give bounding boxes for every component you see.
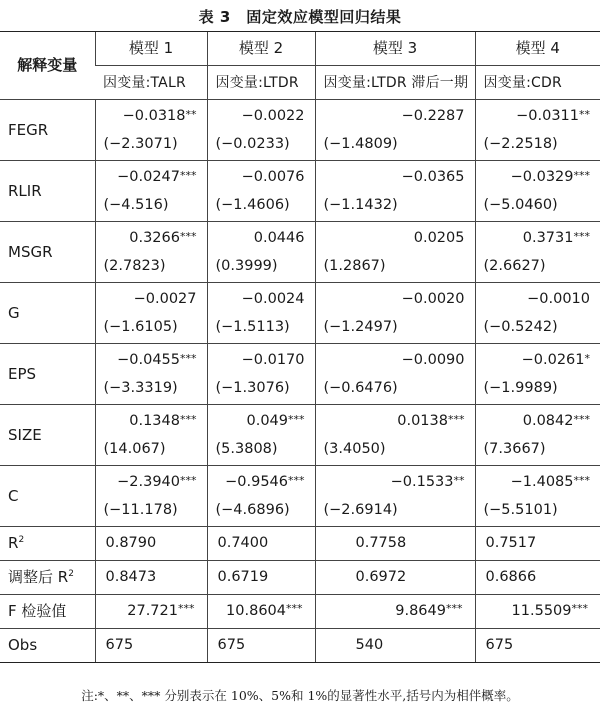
t-statistic: (−4.516) [103, 197, 169, 213]
coefficient-cell [475, 283, 600, 344]
r-squared-value: 0.7400 [207, 527, 315, 561]
observations-row [0, 629, 600, 663]
t-statistic: (−1.6105) [103, 319, 178, 335]
f-test-value: 11.5509*** [475, 595, 600, 629]
variable-row [0, 222, 600, 283]
coefficient-cell [207, 161, 315, 222]
observations-label: Obs [0, 629, 95, 663]
significance-stars: *** [573, 230, 590, 243]
coefficient-cell [475, 466, 600, 527]
coefficient-value: −0.0090 [401, 352, 465, 368]
coefficient-value: 0.0842*** [522, 413, 590, 429]
table-title: 表 3 固定效应模型回归结果 [198, 8, 402, 26]
coefficient-cell [95, 405, 207, 466]
variable-row [0, 161, 600, 222]
coefficient-cell [475, 222, 600, 283]
variable-name: G [0, 283, 95, 344]
table-body [0, 100, 600, 663]
r-squared-value: 0.8790 [95, 527, 207, 561]
coefficient-cell [207, 405, 315, 466]
dependent-variable-2: 因变量:LTDR [207, 66, 315, 100]
t-statistic: (−5.5101) [483, 502, 558, 518]
dependent-variable-1: 因变量:TALR [95, 66, 207, 100]
observations-value: 540 [315, 629, 475, 663]
t-statistic: (−1.5113) [215, 319, 290, 335]
f-test-label: F 检验值 [0, 595, 95, 629]
variable-name: FEGR [0, 100, 95, 161]
coefficient-value: −0.2287 [401, 108, 465, 124]
coefficient-value: −0.0261* [521, 352, 590, 368]
coefficient-value: 0.0446 [253, 230, 305, 246]
t-statistic: (3.4050) [323, 441, 386, 457]
variable-row [0, 405, 600, 466]
coefficient-cell [95, 161, 207, 222]
coefficient-cell [315, 283, 475, 344]
t-statistic: (−1.4809) [323, 136, 398, 152]
t-statistic: (14.067) [103, 441, 166, 457]
f-test-value: 9.8649*** [315, 595, 475, 629]
coefficient-value: −0.0365 [401, 169, 465, 185]
t-statistic: (−0.5242) [483, 319, 558, 335]
explanatory-variable-header: 解释变量 [0, 32, 95, 100]
r-squared-value: 0.7758 [315, 527, 475, 561]
t-statistic: (−5.0460) [483, 197, 558, 213]
t-statistic: (−3.3319) [103, 380, 178, 396]
significance-stars: *** [180, 230, 197, 243]
t-statistic: (−2.2518) [483, 136, 558, 152]
model-2-header: 模型 2 [207, 32, 315, 66]
adjusted-r-squared-value: 0.6866 [475, 561, 600, 595]
coefficient-value: −0.0076 [241, 169, 305, 185]
coefficient-value: −2.3940*** [117, 474, 197, 490]
t-statistic: (−1.4606) [215, 197, 290, 213]
coefficient-cell [315, 222, 475, 283]
t-statistic: (−0.6476) [323, 380, 398, 396]
r-squared-value: 0.7517 [475, 527, 600, 561]
coefficient-value: −0.0455*** [117, 352, 197, 368]
t-statistic: (−1.9989) [483, 380, 558, 396]
model-1-header: 模型 1 [95, 32, 207, 66]
coefficient-cell [207, 100, 315, 161]
significance-stars: *** [180, 169, 197, 182]
coefficient-value: −0.0170 [241, 352, 305, 368]
observations-value: 675 [207, 629, 315, 663]
coefficient-cell [207, 283, 315, 344]
coefficient-value: −0.0010 [527, 291, 590, 307]
t-statistic: (2.6627) [483, 258, 546, 274]
variable-name: C [0, 466, 95, 527]
coefficient-value: −0.0329*** [510, 169, 590, 185]
coefficient-cell [475, 405, 600, 466]
coefficient-value: −0.0311** [516, 108, 590, 124]
coefficient-cell [475, 161, 600, 222]
coefficient-value: −0.0022 [241, 108, 305, 124]
coefficient-cell [95, 222, 207, 283]
adjusted-r-squared-value: 0.6719 [207, 561, 315, 595]
t-statistic: (−1.3076) [215, 380, 290, 396]
variable-row [0, 466, 600, 527]
variable-row [0, 100, 600, 161]
t-statistic: (0.3999) [215, 258, 278, 274]
coefficient-cell [95, 344, 207, 405]
coefficient-cell [475, 344, 600, 405]
dependent-variable-3: 因变量:LTDR 滞后一期 [315, 66, 475, 100]
coefficient-value: 0.1348*** [129, 413, 197, 429]
significance-stars: ** [579, 108, 590, 121]
coefficient-value: −0.9546*** [225, 474, 305, 490]
significance-stars: *** [180, 474, 197, 487]
t-statistic: (−1.1432) [323, 197, 398, 213]
coefficient-cell [207, 344, 315, 405]
f-test-value: 10.8604*** [207, 595, 315, 629]
regression-table [0, 31, 600, 663]
significance-stars: * [584, 352, 590, 365]
model-4-header: 模型 4 [475, 32, 600, 66]
coefficient-value: 0.3731*** [522, 230, 590, 246]
significance-stars: *** [573, 474, 590, 487]
significance-stars: *** [448, 413, 465, 426]
coefficient-value: −0.0020 [401, 291, 465, 307]
t-statistic: (2.7823) [103, 258, 166, 274]
coefficient-cell [475, 100, 600, 161]
t-statistic: (7.3667) [483, 441, 546, 457]
significance-stars: *** [180, 352, 197, 365]
variable-name: EPS [0, 344, 95, 405]
coefficient-cell [95, 100, 207, 161]
t-statistic: (−1.2497) [323, 319, 398, 335]
r-squared-row [0, 527, 600, 561]
significance-stars: *** [573, 169, 590, 182]
t-statistic: (−4.6896) [215, 502, 290, 518]
coefficient-cell [315, 100, 475, 161]
coefficient-cell [207, 466, 315, 527]
significance-stars: *** [180, 413, 197, 426]
variable-name: RLIR [0, 161, 95, 222]
t-statistic: (−0.0233) [215, 136, 290, 152]
coefficient-cell [95, 466, 207, 527]
variable-row [0, 344, 600, 405]
f-test-value: 27.721*** [95, 595, 207, 629]
adjusted-r-squared-value: 0.8473 [95, 561, 207, 595]
coefficient-value: −0.0318** [122, 108, 197, 124]
coefficient-cell [315, 161, 475, 222]
t-statistic: (−2.6914) [323, 502, 398, 518]
t-statistic: (−2.3071) [103, 136, 178, 152]
variable-name: SIZE [0, 405, 95, 466]
coefficient-value: −0.0247*** [117, 169, 197, 185]
adjusted-r-squared-row [0, 561, 600, 595]
coefficient-cell [315, 344, 475, 405]
table-footnote: 注:*、**、*** 分别表示在 10%、5%和 1%的显著性水平,括号内为相伴概率。 [81, 688, 519, 703]
significance-stars: ** [185, 108, 197, 121]
significance-stars: *** [288, 413, 305, 426]
coefficient-cell [315, 405, 475, 466]
coefficient-cell [207, 222, 315, 283]
coefficient-value: 0.0138*** [397, 413, 465, 429]
model-3-header: 模型 3 [315, 32, 475, 66]
adjusted-r-squared-label: 调整后 $R^2$ [0, 561, 95, 595]
significance-stars: *** [288, 474, 305, 487]
t-statistic: (5.3808) [215, 441, 278, 457]
t-statistic: (1.2867) [323, 258, 386, 274]
coefficient-value: 0.3266*** [129, 230, 197, 246]
variable-row [0, 283, 600, 344]
r-squared-label: $R^2$ [0, 527, 95, 561]
variable-name: MSGR [0, 222, 95, 283]
f-test-row [0, 595, 600, 629]
coefficient-value: −0.1533** [390, 474, 465, 490]
significance-stars: *** [573, 413, 590, 426]
coefficient-value: −1.4085*** [510, 474, 590, 490]
adjusted-r-squared-value: 0.6972 [315, 561, 475, 595]
coefficient-value: −0.0024 [241, 291, 305, 307]
observations-value: 675 [475, 629, 600, 663]
significance-stars: ** [453, 474, 465, 487]
coefficient-cell [95, 283, 207, 344]
coefficient-cell [315, 466, 475, 527]
observations-value: 675 [95, 629, 207, 663]
coefficient-value: −0.0027 [133, 291, 197, 307]
coefficient-value: 0.049*** [246, 413, 305, 429]
t-statistic: (−11.178) [103, 502, 178, 518]
dependent-variable-4: 因变量:CDR [475, 66, 600, 100]
coefficient-value: 0.0205 [413, 230, 465, 246]
